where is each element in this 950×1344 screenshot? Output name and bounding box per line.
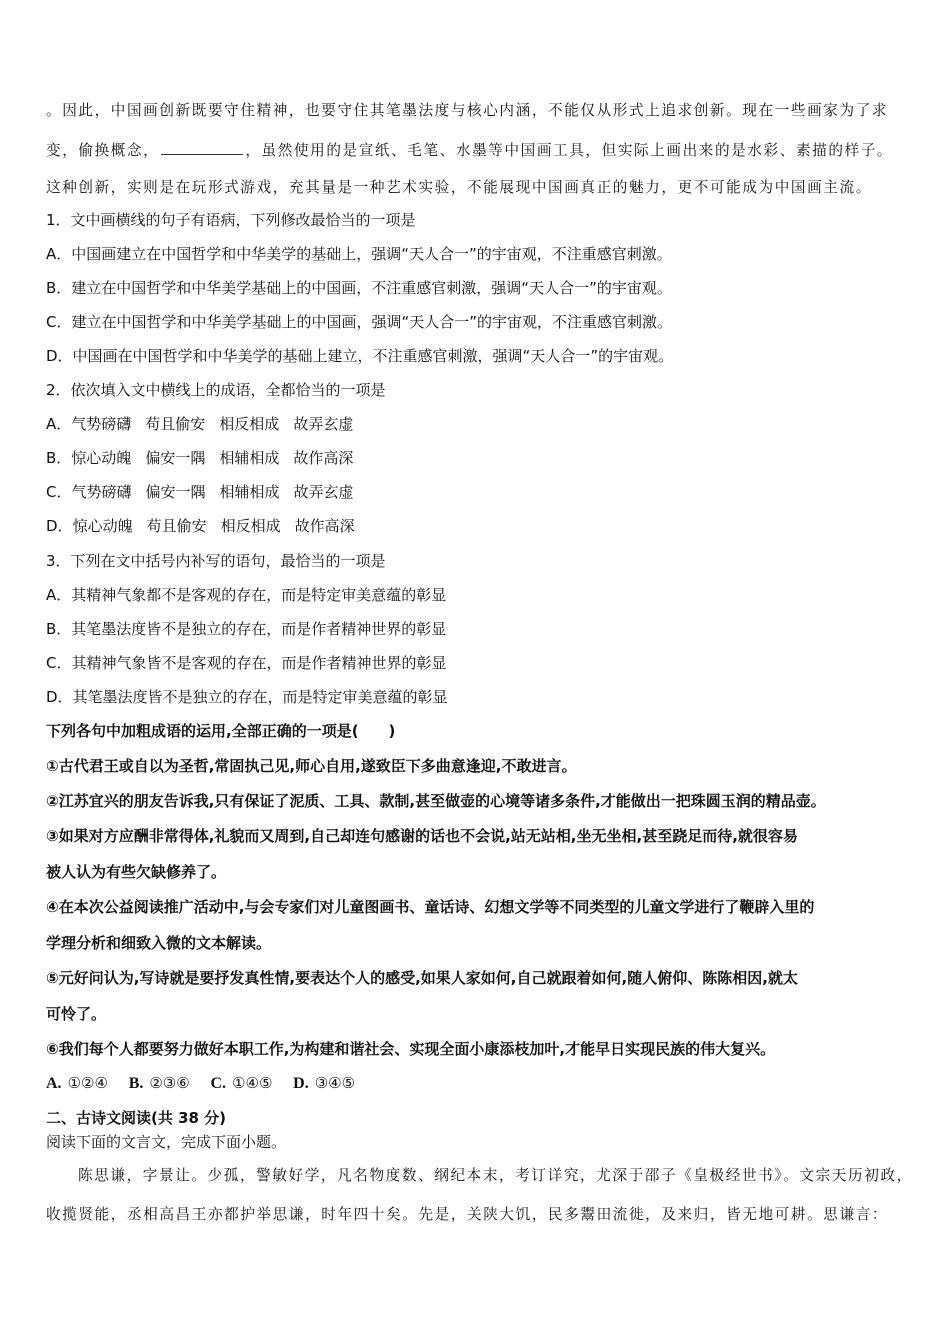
answer-label-a: A. — [46, 1075, 62, 1092]
question-2-stem: 2．依次填入文中横线上的成语，全都恰当的一项是 — [46, 381, 386, 399]
idiom-question-stem: 下列各句中加粗成语的运用,全部正确的一项是( ) — [46, 722, 396, 740]
question-3-stem: 3．下列在文中括号内补写的语句，最恰当的一项是 — [46, 552, 386, 570]
passage-line-2 — [46, 140, 893, 161]
answer-label-b: B. — [128, 1075, 144, 1092]
option-label: D． — [46, 517, 73, 535]
classical-text-line-1: 陈思谦，字景让。少孤，警敏好学，凡名物度数、纲纪本末，考订详究，尤深于邵子《皇极经世书》。文宗天历初政， — [78, 1167, 913, 1184]
idiom-item-2: ②江苏宜兴的朋友告诉我,只有保证了泥质、工具、款制,甚至做壶的心境等诸多条件,才能做出一把珠圆玉润的精品壶。 — [46, 792, 826, 810]
idiom: 相辅相成 — [219, 449, 280, 467]
section-2-heading: 二、古诗文阅读(共 38 分) — [46, 1109, 227, 1127]
idiom-item-5-line-2: 可怜了。 — [46, 1005, 107, 1023]
question-1-option-a: A．中国画建立在中国哲学和中华美学的基础上，强调“天人合一”的宇宙观，不注重感官刺激。 — [46, 245, 672, 263]
question-2-option-d — [46, 516, 369, 536]
idiom-item-3-line-1: ③如果对方应酬非常得体,礼貌而又周到,自己却连句感谢的话也不会说,站无站相,坐无坐相,甚至跷足而待,就很容易 — [46, 827, 798, 845]
idiom-item-6: ⑥我们每个人都要努力做好本职工作,为构建和谐社会、实现全面小康添枝加叶,才能早日实现民族的伟大复兴。 — [46, 1040, 776, 1058]
idiom: 相反相成 — [220, 517, 281, 535]
idiom: 气势磅礴 — [71, 415, 132, 433]
question-2-option-b — [46, 448, 367, 468]
option-label: A． — [46, 415, 72, 433]
idiom-item-4-line-1: ④在本次公益阅读推广活动中,与会专家们对儿童图画书、童话诗、幻想文学等不同类型的儿童文学进行了鞭辟入里的 — [46, 898, 815, 916]
idiom: 苟且偷安 — [145, 415, 206, 433]
idiom-question-answers — [46, 1073, 371, 1094]
answer-label-c: C. — [210, 1075, 227, 1092]
idiom: 惊心动魄 — [71, 449, 132, 467]
section-2-instruction: 阅读下面的文言文，完成下面小题。 — [46, 1133, 287, 1151]
idiom: 气势磅礴 — [71, 483, 132, 501]
question-3-option-d: D．其笔墨法度皆不是独立的存在，而是特定审美意蕴的彰显 — [46, 688, 448, 706]
idiom: 故作高深 — [294, 517, 355, 535]
idiom: 偏安一隅 — [145, 483, 206, 501]
question-2-option-a — [46, 414, 367, 434]
question-1-stem: 1．文中画横线的句子有语病，下列修改最恰当的一项是 — [46, 211, 416, 229]
passage-line-2-end: ，虽然使用的是宣纸、毛笔、水墨等中国画工具，但实际上画出来的是水彩、素描的样子。 — [245, 142, 894, 159]
passage-line-2-start: 变，偷换概念， — [46, 142, 160, 159]
question-2-option-c — [46, 482, 368, 502]
idiom-item-3-line-2: 被人认为有些欠缺修养了。 — [46, 863, 227, 881]
fill-in-blank — [161, 140, 243, 155]
option-label: C． — [46, 483, 72, 501]
idiom: 故弄玄虚 — [293, 483, 354, 501]
question-1-option-d: D．中国画在中国哲学和中华美学的基础上建立，不注重感官刺激，强调“天人合一”的宇宙观。 — [46, 347, 674, 365]
question-3-option-a: A．其精神气象都不是客观的存在，而是特定审美意蕴的彰显 — [46, 586, 447, 604]
question-1-option-c: C．建立在中国哲学和中华美学基础上的中国画，强调“天人合一”的宇宙观，不注重感官刺激。 — [46, 313, 673, 331]
answer-label-d: D. — [293, 1075, 309, 1092]
idiom-item-5-line-1: ⑤元好问认为,写诗就是要抒发真性情,要表达个人的感受,如果人家如何,自己就跟着如何,随人俯仰、陈陈相因,就太 — [46, 969, 798, 987]
idiom-item-4-line-2: 学理分析和细致入微的文本解读。 — [46, 934, 272, 952]
idiom: 故弄玄虚 — [293, 415, 354, 433]
idiom: 偏安一隅 — [145, 449, 206, 467]
passage-line-1: 。因此，中国画创新既要守住精神，也要守住其笔墨法度与核心内涵，不能仅从形式上追求创新。现在一些画家为了求 — [46, 102, 889, 119]
answer-value-a: ①②④ — [67, 1074, 108, 1092]
passage-line-3: 这种创新，实则是在玩形式游戏，充其量是一种艺术实验，不能展现中国画真正的魅力，更不可能成为中国画主流。 — [46, 179, 872, 196]
answer-value-b: ②③⑥ — [149, 1074, 190, 1092]
idiom: 故作高深 — [293, 449, 354, 467]
question-3-option-b: B．其笔墨法度皆不是独立的存在，而是作者精神世界的彰显 — [46, 620, 447, 638]
idiom: 苟且偷安 — [146, 517, 207, 535]
idiom: 惊心动魄 — [72, 517, 133, 535]
option-label: B． — [46, 449, 72, 467]
idiom: 相辅相成 — [219, 483, 280, 501]
answer-value-d: ③④⑤ — [314, 1074, 356, 1092]
answer-value-c: ①④⑤ — [232, 1074, 273, 1092]
question-3-option-c: C．其精神气象皆不是客观的存在，而是作者精神世界的彰显 — [46, 654, 447, 672]
classical-text-line-2: 收揽贤能，丞相高昌王亦都护举思谦，时年四十矣。先是，关陕大饥，民多鬻田流徙，及来归，皆无地可耕。思谦言： — [46, 1206, 889, 1223]
question-1-option-b: B．建立在中国哲学和中华美学基础上的中国画，不注重感官刺激，强调“天人合一”的宇宙观。 — [46, 279, 672, 297]
idiom-item-1: ①古代君王或自以为圣哲,常固执己见,师心自用,遂致臣下多曲意逢迎,不敢进言。 — [46, 757, 577, 775]
idiom: 相反相成 — [219, 415, 280, 433]
